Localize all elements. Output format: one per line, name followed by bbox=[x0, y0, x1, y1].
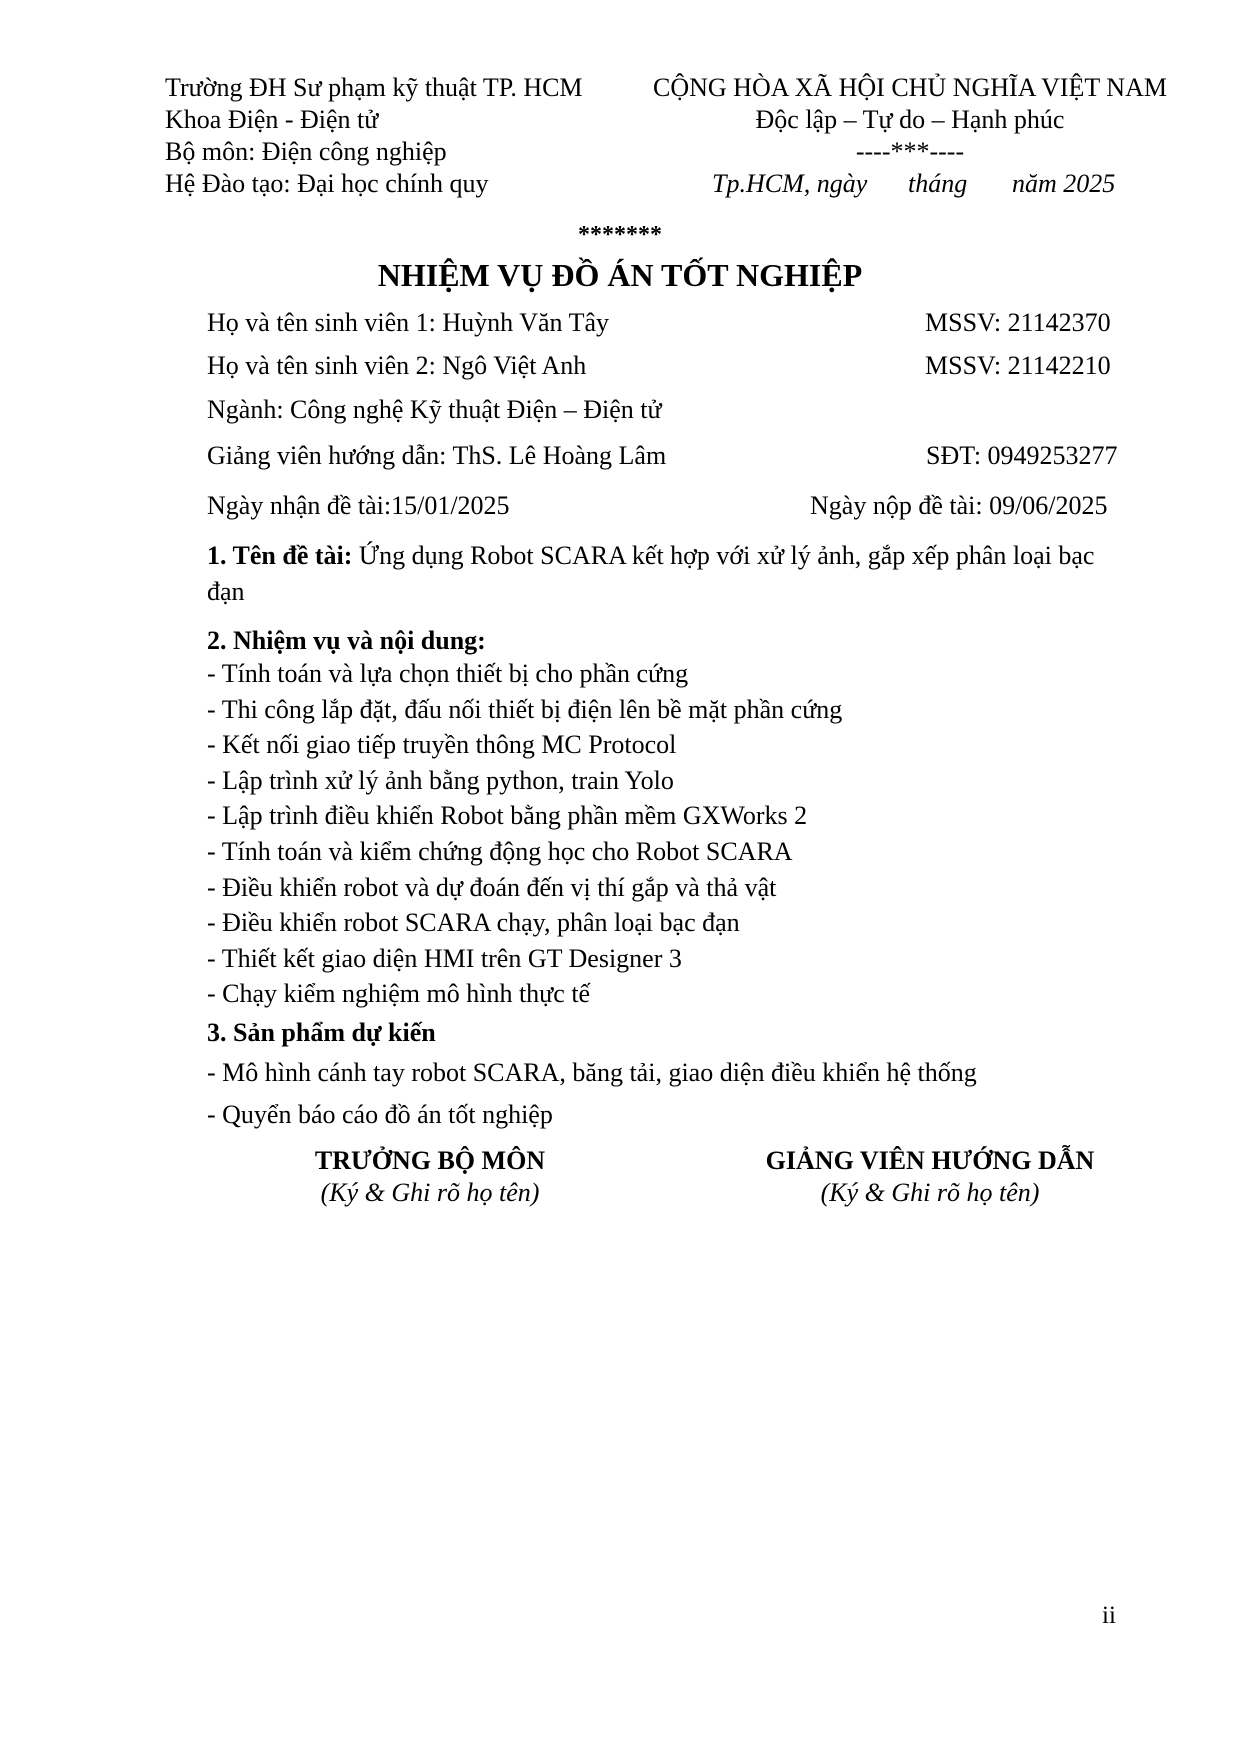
page-number: ii bbox=[1102, 1602, 1116, 1629]
country-name: CỘNG HÒA XÃ HỘI CHỦ NGHĨA VIỆT NAM bbox=[653, 73, 1167, 102]
signature-left-title: TRƯỞNG BỘ MÔN bbox=[314, 1146, 546, 1175]
task-item: - Kết nối giao tiếp truyền thông MC Protocol bbox=[207, 730, 677, 760]
task-item: - Chạy kiểm nghiệm mô hình thực tế bbox=[207, 979, 591, 1009]
date-year: năm 2025 bbox=[1012, 169, 1116, 198]
faculty-name: Khoa Điện - Điện tử bbox=[165, 105, 379, 134]
task-list bbox=[207, 656, 842, 1012]
page-title: NHIỆM VỤ ĐỒ ÁN TỐT NGHIỆP bbox=[377, 257, 863, 293]
product-item: - Quyển báo cáo đồ án tốt nghiệp bbox=[207, 1100, 553, 1129]
motto-separator: ----***---- bbox=[855, 137, 965, 166]
signature-right-note: (Ký & Ghi rõ họ tên) bbox=[820, 1178, 1040, 1207]
major: Ngành: Công nghệ Kỹ thuật Điện – Điện tử bbox=[207, 395, 662, 424]
task-item: - Lập trình xử lý ảnh bằng python, train Yolo bbox=[207, 765, 674, 795]
national-motto: Độc lập – Tự do – Hạnh phúc bbox=[755, 105, 1065, 134]
section-2-heading: 2. Nhiệm vụ và nội dung: bbox=[207, 626, 486, 655]
task-item: - Thi công lắp đặt, đấu nối thiết bị điện lên bề mặt phần cứng bbox=[207, 694, 843, 724]
section-1-title: Ứng dụng Robot SCARA kết hợp với xử lý ảnh, gắp xếp phân loại bạc bbox=[358, 541, 1095, 570]
signature-left-note: (Ký & Ghi rõ họ tên) bbox=[320, 1178, 540, 1207]
training-program: Hệ Đào tạo: Đại học chính quy bbox=[165, 169, 489, 198]
advisor: Giảng viên hướng dẫn: ThS. Lê Hoàng Lâm bbox=[207, 441, 667, 470]
university-name: Trường ĐH Sư phạm kỹ thuật TP. HCM bbox=[165, 73, 583, 102]
signature-right-title: GIẢNG VIÊN HƯỚNG DẪN bbox=[765, 1146, 1095, 1175]
student-2-name: Họ và tên sinh viên 2: Ngô Việt Anh bbox=[207, 351, 587, 380]
section-3-heading: 3. Sản phẩm dự kiến bbox=[207, 1018, 436, 1047]
task-item: - Tính toán và lựa chọn thiết bị cho phần cứng bbox=[207, 659, 689, 688]
student-2-id: MSSV: 21142210 bbox=[925, 351, 1111, 380]
section-1-heading: 1. Tên đề tài: bbox=[207, 541, 353, 570]
advisor-phone: SĐT: 0949253277 bbox=[926, 441, 1118, 470]
task-item: - Điều khiển robot SCARA chạy, phân loại bạc đạn bbox=[207, 908, 740, 938]
task-item: - Điều khiển robot và dự đoán đến vị thí gắp và thả vật bbox=[207, 872, 777, 902]
task-item: - Thiết kết giao diện HMI trên GT Designer 3 bbox=[207, 943, 682, 973]
task-item: - Tính toán và kiểm chứng động học cho Robot SCARA bbox=[207, 836, 793, 866]
student-1-name: Họ và tên sinh viên 1: Huỳnh Văn Tây bbox=[207, 308, 609, 337]
student-1-id: MSSV: 21142370 bbox=[925, 308, 1111, 337]
product-item: - Mô hình cánh tay robot SCARA, băng tải, giao diện điều khiển hệ thống bbox=[207, 1058, 977, 1087]
title-stars: ******* bbox=[578, 222, 662, 248]
date-submitted: Ngày nộp đề tài: 09/06/2025 bbox=[810, 491, 1108, 520]
date-received: Ngày nhận đề tài:15/01/2025 bbox=[207, 491, 510, 520]
product-list bbox=[207, 1052, 977, 1136]
date-place: Tp.HCM, ngày bbox=[712, 169, 868, 198]
section-1-line-2: đạn bbox=[207, 577, 245, 606]
date-month: tháng bbox=[908, 169, 968, 198]
section-1-line-1 bbox=[207, 540, 1094, 572]
department-name: Bộ môn: Điện công nghiệp bbox=[165, 137, 447, 166]
task-item: - Lập trình điều khiển Robot bằng phần mềm GXWorks 2 bbox=[207, 801, 808, 831]
